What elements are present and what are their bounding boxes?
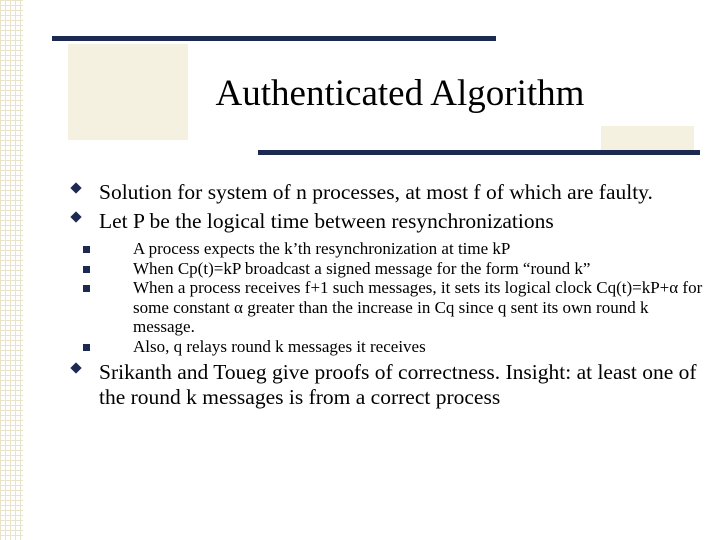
sub-bullet-text: Also, q relays round k messages it receives [133, 336, 426, 356]
bullet-item [70, 360, 710, 410]
bullet-text: Srikanth and Toueg give proofs of correctness. Insight: at least one of the round k messages is from a correct process [99, 360, 697, 409]
title-top-rule [52, 36, 496, 41]
sub-bullet-item [70, 239, 710, 259]
bullet-item [70, 180, 710, 205]
bullet-text: Let P be the logical time between resynchronizations [99, 209, 554, 233]
sub-bullet-text: A process expects the k’th resynchronization at time kP [133, 239, 511, 258]
square-bullet-icon [83, 266, 90, 273]
sub-bullet-text: When a process receives f+1 such messages, it sets its logical clock Cq(t)=kP+α for some constant α greater than the increase in Cq since q sent its own round k message. [133, 278, 703, 336]
slide-body [70, 180, 710, 414]
sub-bullet-item [70, 259, 710, 279]
decorative-grid-strip [0, 0, 23, 540]
square-bullet-icon [83, 285, 90, 292]
diamond-bullet-icon [70, 362, 81, 373]
sub-bullet-item [70, 337, 710, 357]
diamond-bullet-icon [70, 211, 81, 222]
bullet-text: Solution for system of n processes, at most f of which are faulty. [99, 180, 653, 204]
sub-bullet-item [70, 278, 710, 337]
square-bullet-icon [83, 344, 90, 351]
sub-bullet-text: When Cp(t)=kP broadcast a signed message for the form “round k” [133, 258, 591, 278]
square-bullet-icon [83, 246, 90, 253]
decorative-small-block [601, 126, 694, 151]
bullet-item [70, 209, 710, 234]
title-bottom-rule [258, 150, 700, 155]
slide-title: Authenticated Algorithm [215, 73, 585, 114]
diamond-bullet-icon [70, 182, 81, 193]
sub-bullet-list [70, 239, 710, 356]
